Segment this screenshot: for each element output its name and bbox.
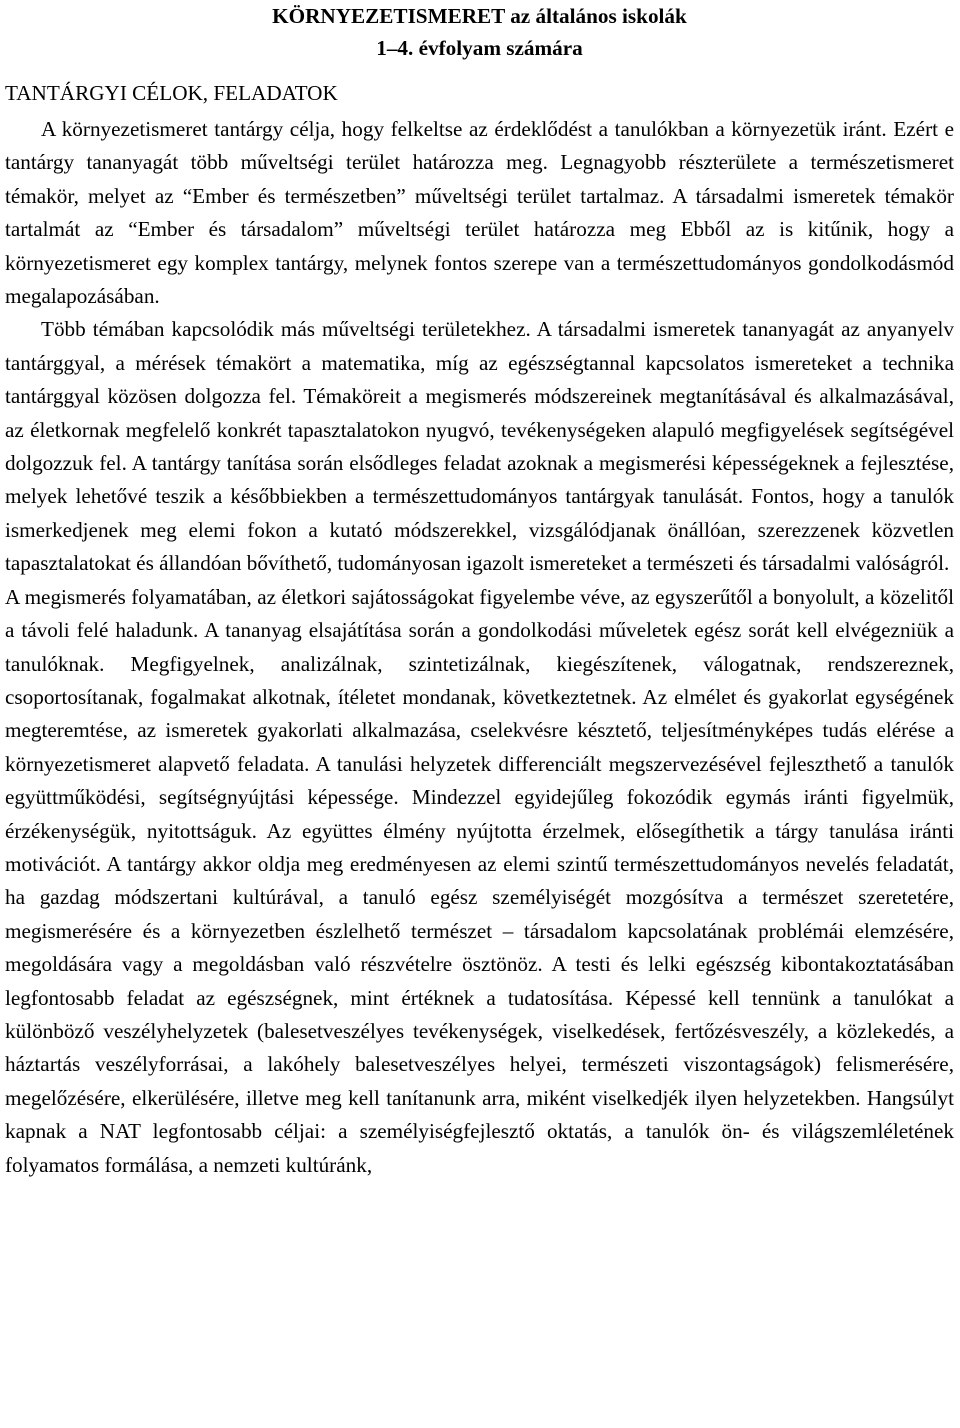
paragraph-connections: Több témában kapcsolódik más műveltségi területekhez. A társadalmi ismeretek tananyagát az anyanyelv tantárggyal, a mérések témakört a matematika, míg az egészségtannal kapcsolatos ismereteket a technika tantárggyal közösen dolgozza fel. Témaköreit a megismerés módszereinek megtanításával és alkalmazásával, az életkornak megfelelő konkrét tapasztalatokon nyugvó, tevékenységeken alapuló megfigyelések segítségével dolgozzuk fel. A tantárgy tanítása során elsődleges feladat azoknak a megismerési képességeknek a fejlesztése, melyek lehetővé teszik a későbbiekben a természettudományos tantárgyak tanulását. Fontos, hogy a tanulók ismerkedjenek meg elemi fokon a kutató módszerekkel, vizsgálódjanak önállóan, szerezzenek közvetlen tapasztalatokat és állandóan bővíthető, tudományosan igazolt ismereteket a természeti és társadalmi valóságról. — [5, 317, 954, 576]
paragraph-intro: A környezetismeret tantárgy célja, hogy felkeltse az érdeklődést a tanulókban a környezetük iránt. Ezért e tantárgy tananyagát több műveltségi terület határozza meg. Legnagyobb részterülete a természetismeret témakör, melyet az “Ember és természetben” műveltségi terület tartalmaz. A társadalmi ismeretek témakör tartalmát az “Ember és társadalom” műveltségi terület határozza meg Ebből az is kitűnik, hogy a környezetismeret egy komplex tantárgy, melynek fontos szerepe van a természettudományos gondolkodásmód megalapozásában. — [5, 117, 954, 309]
document-title — [5, 0, 954, 64]
section-heading: TANTÁRGYI CÉLOK, FELADATOK — [5, 81, 338, 105]
title-line-1: KÖRNYEZETISMERET az általános iskolák — [272, 4, 687, 28]
paragraph-cognition: A megismerés folyamatában, az életkori sajátosságokat figyelembe véve, az egyszerűtől a bonyolult, a közelitől a távoli felé haladunk. A tananyag elsajátítása során a gondolkodási műveletek egész sorát kell elvégezniük a tanulóknak. Megfigyelnek, analizálnak, szintetizálnak, kiegészítenek, válogatnak, rendszereznek, csoportosítanak, fogalmakat alkotnak, ítéletet mondanak, következtetnek. Az elmélet és gyakorlat egységének megteremtése, az ismeretek gyakorlati alkalmazása, cselekvésre késztető, teljesítményképes tudás elérése a környezetismeret alapvető feladata. A tanulási helyzetek differenciált megszervezésével fejleszthető a tanulók együttműködési, segítségnyújtási képessége. Mindezzel egyidejűleg fokozódik egymás iránti figyelmük, érzékenységük, nyitottságuk. Az együttes élmény nyújtotta érzelmek, elősegíthetik a tárgy tanulása iránti motivációt. A tantárgy akkor oldja meg eredményesen az elemi szintű természettudományos nevelés feladatát, ha gazdag módszertani kultúrával, a tanuló egész személyiségét mozgósítva a természet szeretetére, megismerésére és a környezetben észlelhető természet – társadalom kapcsolatának problémái elemzésére, megoldására vagy a megoldásban való részvételre ösztönöz. A testi és lelki egészség kibontakoztatásában legfontosabb feladat az egészségnek, mint értéknek a tudatosítása. Képessé kell tennünk a tanulókat a különböző veszélyhelyzetek (balesetveszélyes tevékenységek, viselkedések, fertőzésveszély, a közlekedés, a háztartás veszélyforrásai, a lakóhely balesetveszélyes helyei, természeti viszontagságok) felismerésére, megelőzésére, elkerülésére, illetve meg kell tanítanunk arra, miként viselkedjék ilyen helyzetekben. Hangsúlyt kapnak a NAT legfontosabb céljai: a személyiségfejlesztő oktatás, a tanulók ön- és világszemléletének folyamatos formálása, a nemzeti kultúránk, — [5, 584, 954, 1177]
title-line-2: 1–4. évfolyam számára — [376, 36, 583, 60]
